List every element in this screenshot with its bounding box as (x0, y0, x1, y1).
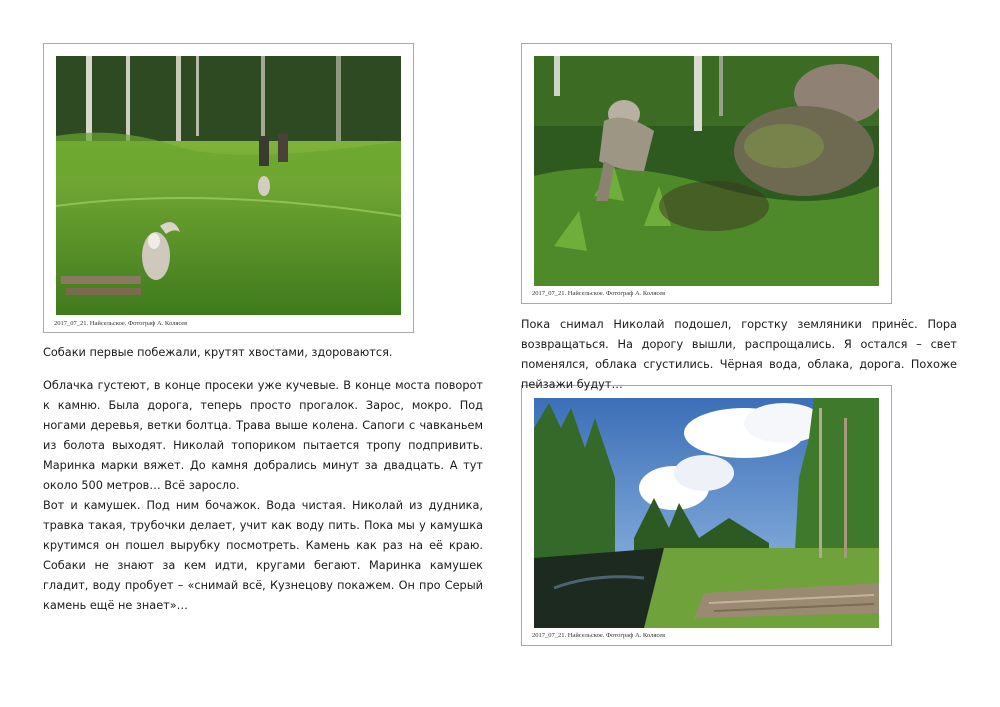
photo-frame-meadow (43, 43, 414, 333)
photo-caption: 2017_07_21. Найсельское. Фотограф А. Колясев (532, 290, 666, 297)
paragraph: Пока снимал Николай подошел, горстку земляники принёс. Пора возвращаться. На дорогу вышли, распрощались. Я остался – свет поменялся, облака сгустились. Чёрная вода, облака, дорога. Похоже пейзажи будут… (521, 318, 957, 391)
photo-frame-stone (521, 43, 892, 304)
paragraph: Облачка густеют, в конце просеки уже кучевые. В конце моста поворот к камню. Была дорога, теперь просто прогалок. Зарос, мокро. Под ногами деревья, ветки болтца. Трава выше колена. Сапоги с чавканьем из болота выходят. Николай топориком пытается тропу подпривить. Маринка марки вяжет. До камня добрались минут за двадцать. А тут около 500 метров… Всё заросло. (43, 379, 483, 492)
meadow-dogs-photo (56, 56, 401, 315)
photo-caption: 2017_07_21. Найсельское. Фотограф А. Колясев (532, 632, 666, 639)
river-road-photo (534, 398, 879, 628)
photo-frame-landscape (521, 385, 892, 646)
paragraph: Собаки первые побежали, крутят хвостами, здороваются. (43, 346, 393, 359)
photo-caption: 2017_07_21. Найсельское. Фотограф А. Колясев (54, 320, 188, 327)
paragraph: Вот и камушек. Под ним бочажок. Вода чистая. Николай из дудника, травка такая, трубочки делает, учит как воду пить. Пока мы у камушка крутимся он пошел вырубку посмотреть. Камень как раз на её краю. Собаки не знают за кем идти, кругами бегают. Маринка камушек гладит, воду пробует – «снимай всё, Кузнецову покажем. Он про Серый камень ещё не знает»… (43, 499, 483, 612)
man-by-stone-photo (534, 56, 879, 286)
